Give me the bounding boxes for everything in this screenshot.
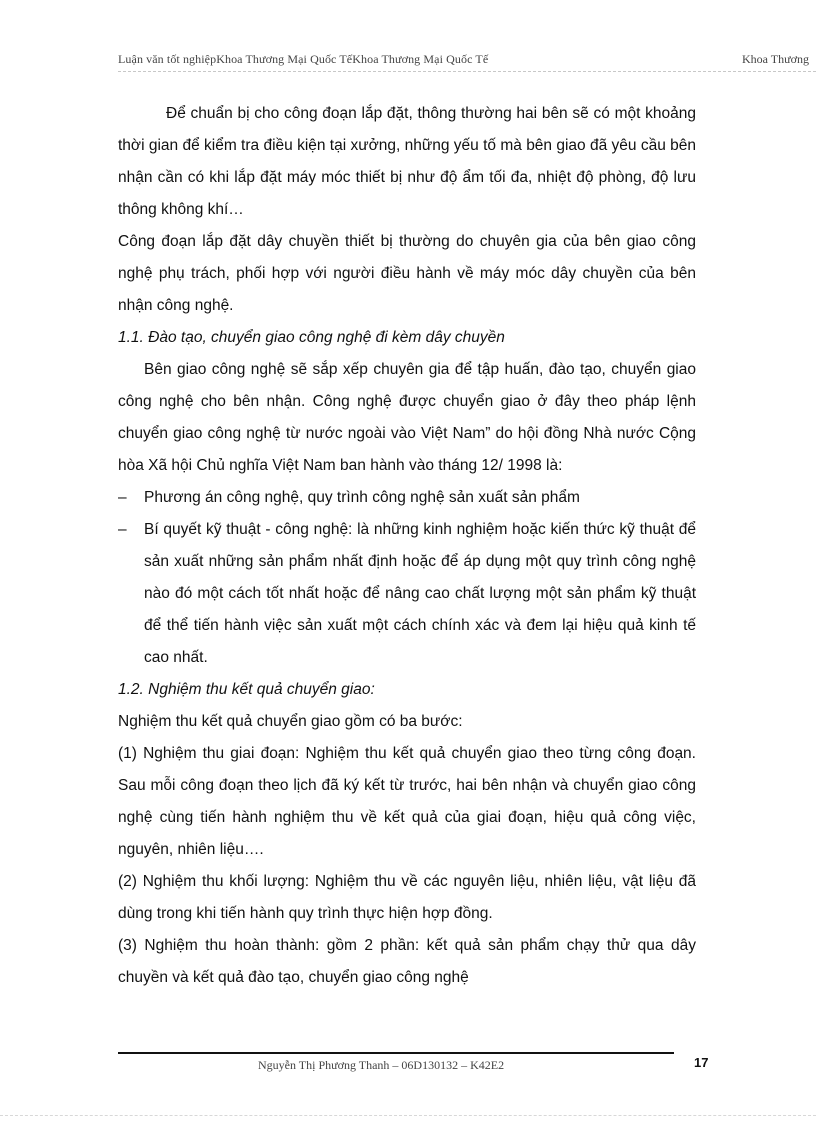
- paragraph-2: Công đoạn lắp đặt dây chuyền thiết bị thường do chuyên gia của bên giao công nghệ phụ trách, phối hợp với người điều hành về máy móc dây chuyền của bên nhận công nghệ.: [118, 233, 696, 314]
- paragraph-3: Bên giao công nghệ sẽ sắp xếp chuyên gia để tập huấn, đào tạo, chuyển giao công nghệ cho bên nhận. Công nghệ được chuyển giao ở đây theo pháp lệnh chuyển giao công nghệ từ nước ngoài vào Việt Nam” do hội đồng Nhà nước Cộng hòa Xã hội Chủ nghĩa Việt Nam ban hành vào tháng 12/ 1998 là:: [118, 361, 696, 474]
- paragraph-5: (1) Nghiệm thu giai đoạn: Nghiệm thu kết quả chuyển giao theo từng công đoạn. Sau mỗi công đoạn theo lịch đã ký kết từ trước, hai bên nhận và chuyển giao công nghệ cùng tiến hành nghiệm thu về kết quả của giai đoạn, hiệu quả công việc, nguyên, nhiên liệu….: [118, 745, 696, 858]
- page-bottom-divider: [0, 1115, 816, 1116]
- list-item: [118, 482, 696, 514]
- running-header: Luận văn tốt nghiệpKhoa Thương Mại Quốc TếKhoa Thương Mại Quốc Tế: [118, 52, 489, 66]
- document-body: [118, 98, 696, 994]
- running-header-right: Khoa Thương: [742, 52, 809, 66]
- page-number: 17: [694, 1055, 709, 1070]
- bullet-dash: –: [118, 489, 127, 506]
- paragraph-6: (2) Nghiệm thu khối lượng: Nghiệm thu về các nguyên liệu, nhiên liệu, vật liệu đã dùng trong khi tiến hành quy trình thực hiện hợp đồng.: [118, 873, 696, 922]
- list-item-text: Bí quyết kỹ thuật - công nghệ: là những kinh nghiệm hoặc kiến thức kỹ thuật để sản xuất những sản phẩm nhất định hoặc để áp dụng một quy trình công nghệ nào đó một cách tốt nhất hoặc để nâng cao chất lượng một sản phẩm kỹ thuật để thể tiến hành việc sản xuất một cách chính xác và đem lại hiệu quả kinh tế cao nhất.: [144, 521, 696, 666]
- paragraph-7: (3) Nghiệm thu hoàn thành: gồm 2 phần: kết quả sản phẩm chạy thử qua dây chuyền và kết quả đào tạo, chuyển giao công nghệ: [118, 937, 696, 986]
- section-heading-1-2: 1.2. Nghiệm thu kết quả chuyển giao:: [118, 681, 375, 698]
- bullet-dash: –: [118, 521, 127, 538]
- header-divider: [118, 71, 816, 72]
- section-heading-1-1: 1.1. Đào tạo, chuyển giao công nghệ đi kèm dây chuyền: [118, 329, 505, 346]
- paragraph-1: Để chuẩn bị cho công đoạn lắp đặt, thông thường hai bên sẽ có một khoảng thời gian để kiểm tra điều kiện tại xưởng, những yếu tố mà bên giao đã yêu cầu bên nhận cần có khi lắp đặt máy móc thiết bị như độ ẩm tối đa, nhiệt độ phòng, độ lưu thông không khí…: [118, 105, 696, 218]
- list-item: [118, 514, 696, 674]
- paragraph-4: Nghiệm thu kết quả chuyển giao gồm có ba bước:: [118, 713, 463, 730]
- list-item-text: Phương án công nghệ, quy trình công nghệ sản xuất sản phẩm: [144, 489, 580, 506]
- footer-author: Nguyễn Thị Phương Thanh – 06D130132 – K42E2: [258, 1058, 505, 1072]
- footer-divider: [118, 1052, 674, 1054]
